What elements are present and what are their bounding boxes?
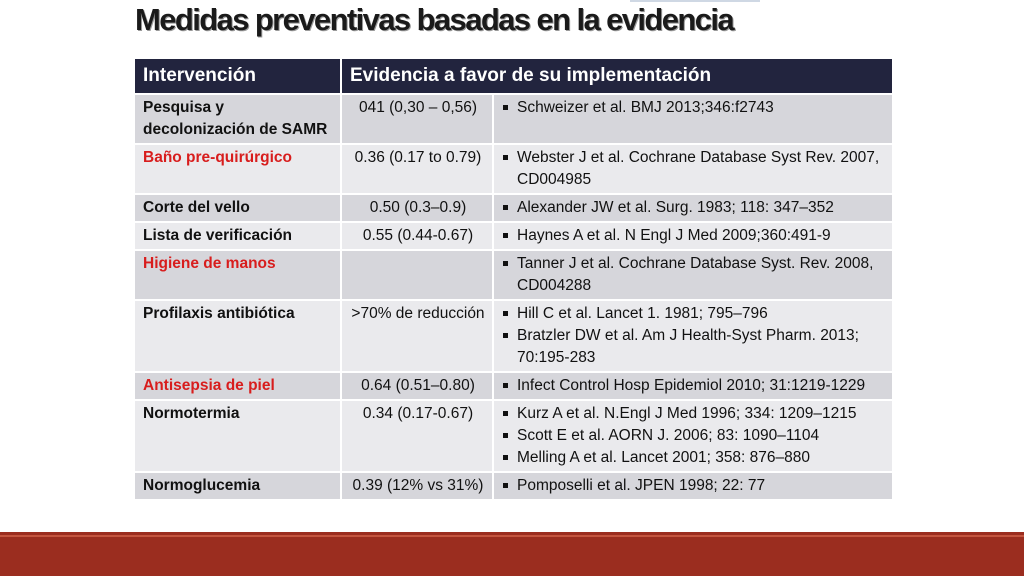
table-row xyxy=(135,144,892,194)
intervention-name: Profilaxis antibiótica xyxy=(135,300,341,372)
reference-list xyxy=(502,225,886,247)
reference-item: Kurz A et al. N.Engl J Med 1996; 334: 1209–1215 xyxy=(502,403,886,425)
references-cell xyxy=(493,194,892,222)
reference-item: Haynes A et al. N Engl J Med 2009;360:491-9 xyxy=(502,225,886,247)
reference-item: Webster J et al. Cochrane Database Syst Rev. 2007, CD004985 xyxy=(502,147,886,191)
reference-list xyxy=(502,197,886,219)
table-row xyxy=(135,472,892,500)
intervention-name: Antisepsia de piel xyxy=(135,372,341,400)
table-row xyxy=(135,250,892,300)
references-cell xyxy=(493,472,892,500)
reference-item: Tanner J et al. Cochrane Database Syst. Rev. 2008, CD004288 xyxy=(502,253,886,297)
intervention-name: Normotermia xyxy=(135,400,341,472)
effect-value xyxy=(341,250,493,300)
table-body xyxy=(135,94,892,500)
table-row xyxy=(135,194,892,222)
title-accent-line xyxy=(630,0,760,2)
slide-title: Medidas preventivas basadas en la evidencia xyxy=(135,2,734,37)
references-cell xyxy=(493,250,892,300)
table-row xyxy=(135,300,892,372)
reference-item: Infect Control Hosp Epidemiol 2010; 31:1219-1229 xyxy=(502,375,886,397)
effect-value: 0.39 (12% vs 31%) xyxy=(341,472,493,500)
reference-list xyxy=(502,375,886,397)
reference-list xyxy=(502,253,886,297)
footer-bar xyxy=(0,532,1024,576)
header-evidence: Evidencia a favor de su implementación xyxy=(341,59,892,94)
intervention-name: Lista de verificación xyxy=(135,222,341,250)
reference-item: Pomposelli et al. JPEN 1998; 22: 77 xyxy=(502,475,886,497)
references-cell xyxy=(493,400,892,472)
reference-item: Hill C et al. Lancet 1. 1981; 795–796 xyxy=(502,303,886,325)
effect-value: 0.34 (0.17-0.67) xyxy=(341,400,493,472)
reference-item: Scott E et al. AORN J. 2006; 83: 1090–1104 xyxy=(502,425,886,447)
intervention-name: Pesquisa y decolonización de SAMR xyxy=(135,94,341,144)
reference-item: Bratzler DW et al. Am J Health-Syst Pharm. 2013; 70:195-283 xyxy=(502,325,886,369)
reference-item: Schweizer et al. BMJ 2013;346:f2743 xyxy=(502,97,886,119)
effect-value: >70% de reducción xyxy=(341,300,493,372)
reference-list xyxy=(502,303,886,369)
intervention-name: Baño pre-quirúrgico xyxy=(135,144,341,194)
references-cell xyxy=(493,222,892,250)
reference-list xyxy=(502,97,886,119)
references-cell xyxy=(493,372,892,400)
effect-value: 041 (0,30 – 0,56) xyxy=(341,94,493,144)
table-header-row xyxy=(135,59,892,94)
effect-value: 0.50 (0.3–0.9) xyxy=(341,194,493,222)
reference-item: Alexander JW et al. Surg. 1983; 118: 347–352 xyxy=(502,197,886,219)
evidence-table xyxy=(135,59,892,501)
intervention-name: Higiene de manos xyxy=(135,250,341,300)
intervention-name: Corte del vello xyxy=(135,194,341,222)
references-cell xyxy=(493,300,892,372)
intervention-name: Normoglucemia xyxy=(135,472,341,500)
effect-value: 0.55 (0.44-0.67) xyxy=(341,222,493,250)
reference-item: Melling A et al. Lancet 2001; 358: 876–880 xyxy=(502,447,886,469)
table-row xyxy=(135,222,892,250)
references-cell xyxy=(493,94,892,144)
reference-list xyxy=(502,403,886,469)
table-row xyxy=(135,400,892,472)
reference-list xyxy=(502,475,886,497)
reference-list xyxy=(502,147,886,191)
references-cell xyxy=(493,144,892,194)
table-row xyxy=(135,94,892,144)
header-intervention: Intervención xyxy=(135,59,341,94)
effect-value: 0.36 (0.17 to 0.79) xyxy=(341,144,493,194)
effect-value: 0.64 (0.51–0.80) xyxy=(341,372,493,400)
table-row xyxy=(135,372,892,400)
